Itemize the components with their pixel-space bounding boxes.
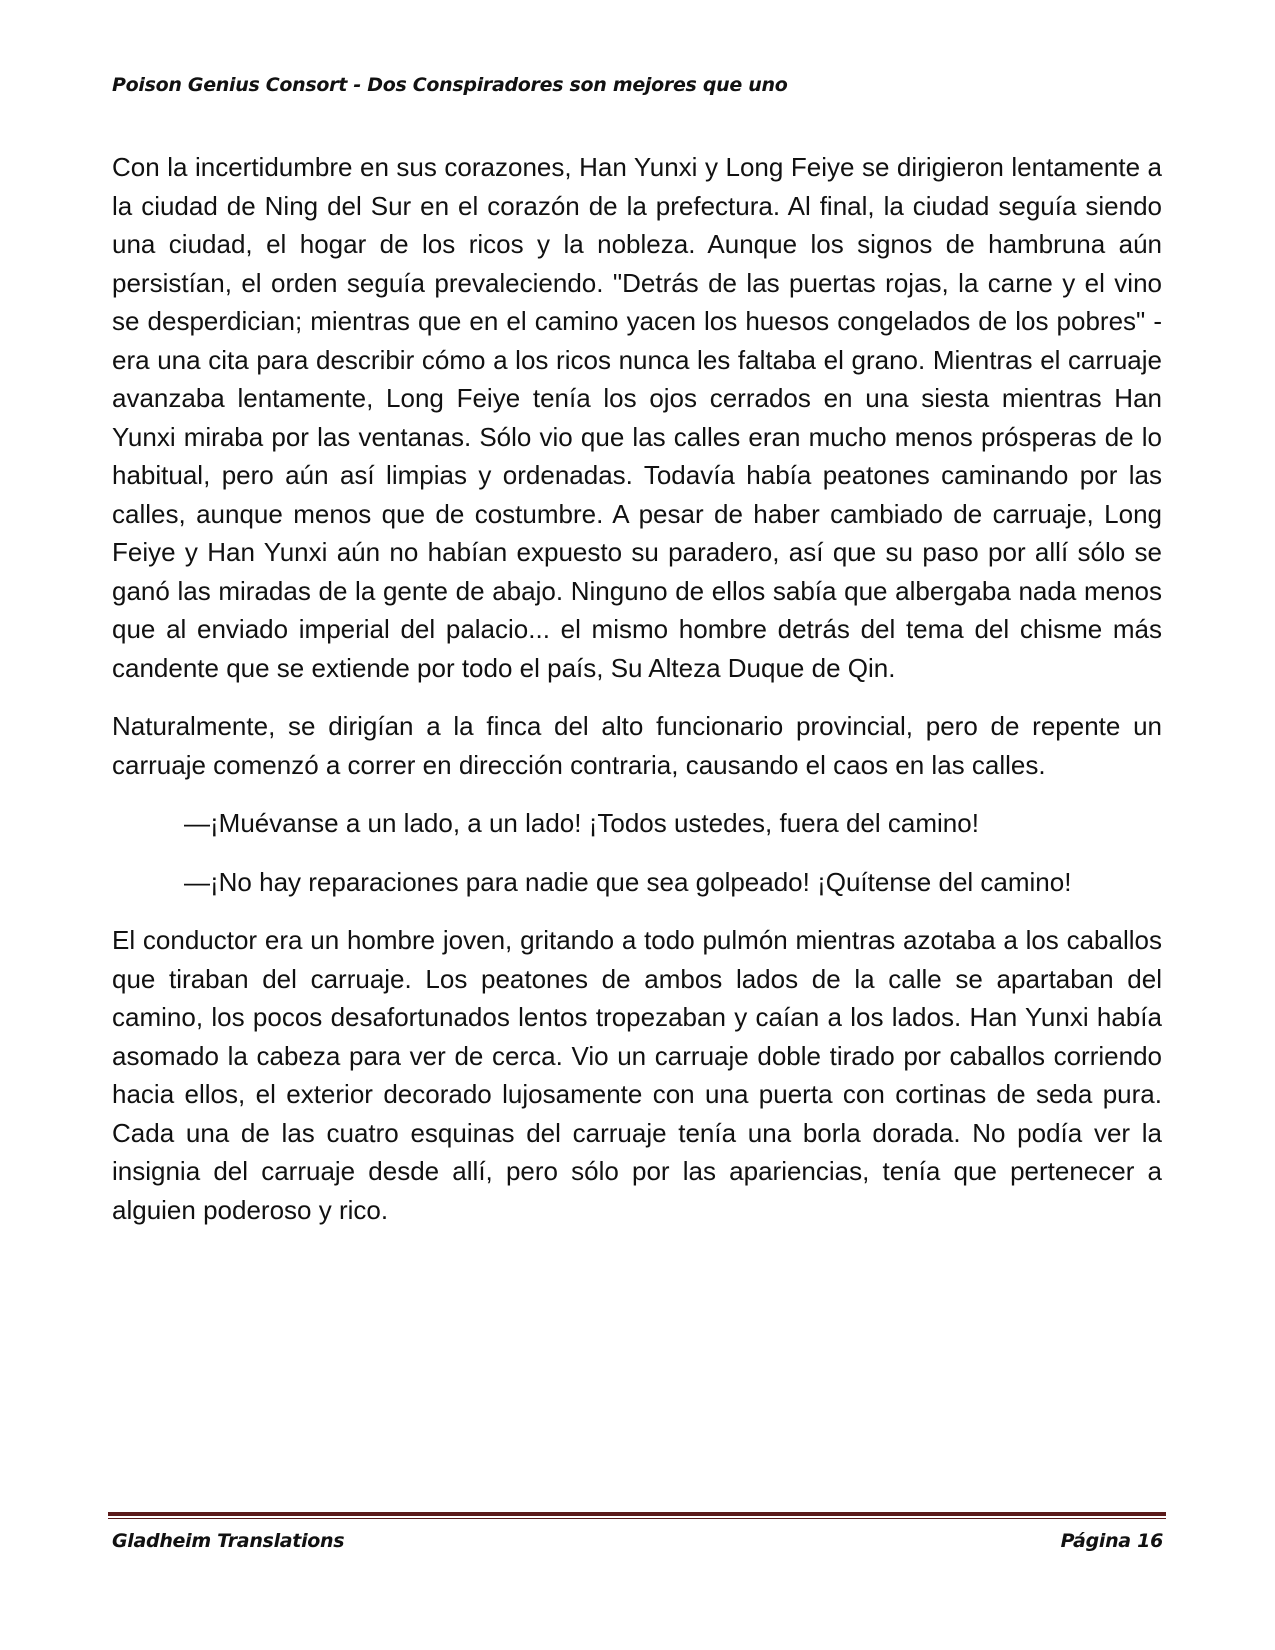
dialogue-line: —¡No hay reparaciones para nadie que sea golpeado! ¡Quítense del camino! bbox=[184, 866, 1072, 897]
footer-rule bbox=[108, 1512, 1166, 1519]
body-text bbox=[112, 148, 1162, 1249]
paragraph: Naturalmente, se dirigían a la finca del alto funcionario provincial, pero de repente un carruaje comenzó a correr en dirección contraria, causando el caos en las calles. bbox=[112, 711, 1162, 780]
footer-rule-thick bbox=[108, 1512, 1166, 1516]
page-number: Página 16 bbox=[1060, 1530, 1163, 1552]
running-header: Poison Genius Consort - Dos Conspiradores son mejores que uno bbox=[112, 74, 788, 96]
footer-publisher: Gladheim Translations bbox=[112, 1530, 345, 1552]
paragraph: Con la incertidumbre en sus corazones, Han Yunxi y Long Feiye se dirigieron lentamente a la ciudad de Ning del Sur en el corazón de la prefectura. Al final, la ciudad seguía siendo una ciudad, el hogar de los ricos y la nobleza. Aunque los signos de hambruna aún persistían, el orden seguía prevaleciendo. "Detrás de las puertas rojas, la carne y el vino se desperdician; mientras que en el camino yacen los huesos congelados de los pobres" - era una cita para describir cómo a los ricos nunca les faltaba el grano. Mientras el carruaje avanzaba lentamente, Long Feiye tenía los ojos cerrados en una siesta mientras Han Yunxi miraba por las ventanas. Sólo vio que las calles eran mucho menos prósperas de lo habitual, pero aún así limpias y ordenadas. Todavía había peatones caminando por las calles, aunque menos que de costumbre. A pesar de haber cambiado de carruaje, Long Feiye y Han Yunxi aún no habían expuesto su paradero, así que su paso por allí sólo se ganó las miradas de la gente de abajo. Ninguno de ellos sabía que albergaba nada menos que al enviado imperial del palacio... el mismo hombre detrás del tema del chisme más candente que se extiende por todo el país, Su Alteza Duque de Qin. bbox=[112, 152, 1162, 683]
dialogue-line: —¡Muévanse a un lado, a un lado! ¡Todos ustedes, fuera del camino! bbox=[184, 808, 979, 838]
paragraph: El conductor era un hombre joven, gritando a todo pulmón mientras azotaba a los caballos que tiraban del carruaje. Los peatones de ambos lados de la calle se apartaban del camino, los pocos desafortunados lentos tropezaban y caían a los lados. Han Yunxi había asomado la cabeza para ver de cerca. Vio un carruaje doble tirado por caballos corriendo hacia ellos, el exterior decorado lujosamente con una puerta con cortinas de seda pura. Cada una de las cuatro esquinas del carruaje tenía una borla dorada. No podía ver la insignia del carruaje desde allí, pero sólo por las apariencias, tenía que pertenecer a alguien poderoso y rico. bbox=[112, 925, 1162, 1225]
footer-rule-thin bbox=[108, 1518, 1166, 1519]
